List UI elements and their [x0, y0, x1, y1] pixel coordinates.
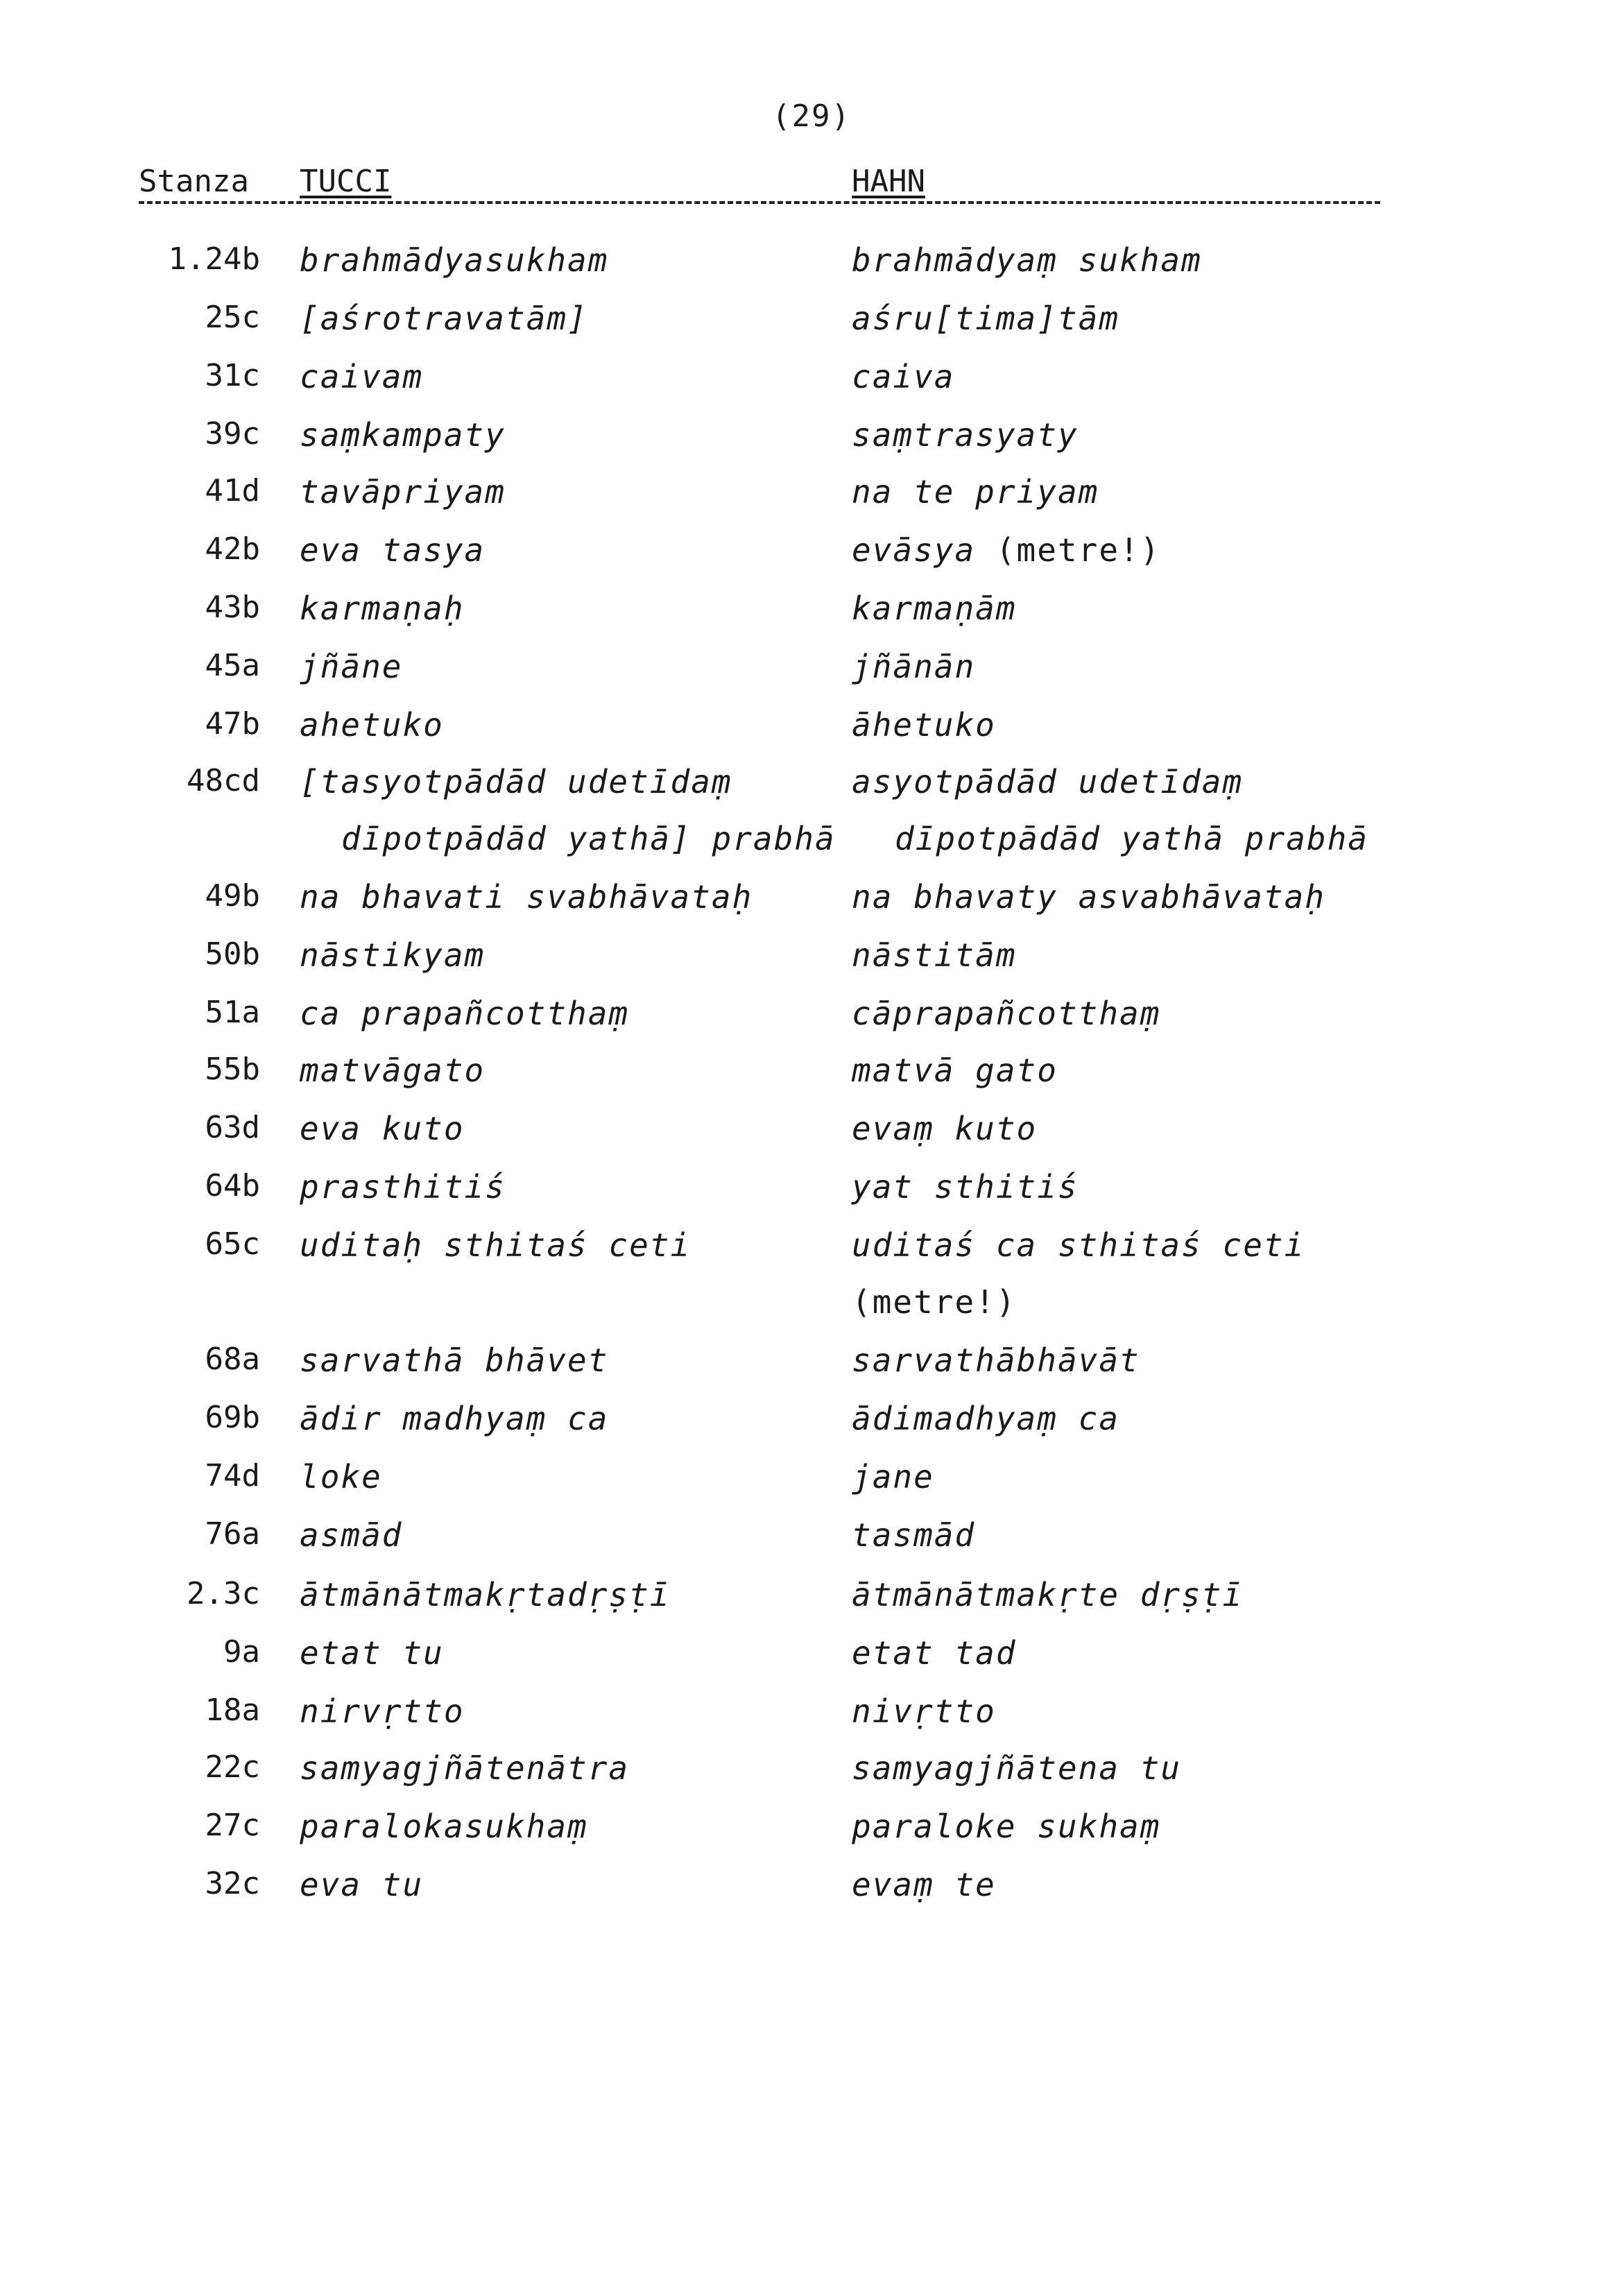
stanza-cell: 74d — [205, 1458, 260, 1493]
hahn-reading — [852, 1693, 996, 1730]
table-row — [0, 995, 1623, 1050]
table-row — [0, 1342, 1623, 1397]
stanza-cell: 32c — [205, 1866, 260, 1901]
stanza-cell: 65c — [205, 1226, 260, 1262]
table-row — [0, 1516, 1623, 1572]
hahn-reading — [852, 1576, 1243, 1613]
hahn-reading — [852, 1226, 1305, 1264]
hahn-reading — [852, 648, 975, 685]
table-row — [0, 531, 1623, 587]
tucci-reading: asmād — [300, 1516, 403, 1554]
tucci-reading: ādir madhyaṃ ca — [300, 1400, 609, 1437]
hahn-reading-text: dīpotpādād yathā prabhā — [895, 820, 1368, 857]
hahn-reading — [852, 706, 996, 744]
hahn-reading — [852, 878, 1325, 916]
stanza-cell: 69b — [205, 1400, 260, 1435]
hahn-reading — [852, 1400, 1119, 1437]
hahn-reading — [852, 1866, 996, 1903]
hahn-reading-text: ātmānātmakṛte dṛṣṭī — [852, 1576, 1244, 1613]
table-row — [0, 416, 1623, 472]
tucci-reading: nāstikyam — [300, 936, 486, 974]
tucci-reading: ahetuko — [300, 706, 444, 744]
table-row — [0, 1866, 1623, 1921]
hahn-reading — [852, 531, 1160, 569]
table-row — [0, 358, 1623, 413]
tucci-reading: dīpotpādād yathā] prabhā — [341, 820, 836, 857]
hahn-reading-text: sarvathābhāvāt — [852, 1342, 1140, 1379]
hahn-reading — [852, 763, 1243, 800]
tucci-reading: na bhavati svabhāvataḥ — [300, 878, 753, 916]
stanza-cell: 64b — [205, 1168, 260, 1203]
hahn-reading — [852, 1283, 1017, 1321]
hahn-reading-text: ādimadhyaṃ ca — [852, 1400, 1120, 1437]
hahn-reading-text: nāstitām — [852, 936, 1017, 974]
hahn-reading — [852, 995, 1160, 1032]
tucci-reading: [tasyotpādād udetīdaṃ — [300, 763, 732, 800]
stanza-cell: 41d — [205, 473, 260, 508]
tucci-reading: ātmānātmakṛtadṛṣṭī — [300, 1576, 671, 1613]
stanza-cell: 2.3c — [187, 1576, 260, 1611]
hahn-reading — [852, 1808, 1160, 1845]
table-row — [0, 1693, 1623, 1748]
stanza-cell: 39c — [205, 416, 260, 452]
hahn-reading-text: jane — [852, 1458, 934, 1496]
stanza-cell: 49b — [205, 878, 260, 914]
hahn-reading-text: matvā gato — [852, 1052, 1058, 1089]
stanza-cell: 51a — [205, 995, 260, 1030]
table-row — [0, 1110, 1623, 1165]
hahn-reading — [852, 300, 1119, 337]
hahn-reading-text: nivṛtto — [852, 1693, 996, 1730]
table-row — [0, 936, 1623, 992]
stanza-cell: 25c — [205, 300, 260, 335]
tucci-reading: eva kuto — [300, 1110, 465, 1147]
hahn-reading — [852, 473, 1099, 511]
hahn-reading — [852, 416, 1079, 454]
hahn-reading — [852, 1749, 1181, 1787]
stanza-cell: 43b — [205, 590, 260, 625]
hahn-reading-text: evāsya — [852, 531, 976, 569]
tucci-reading: karmaṇaḥ — [300, 590, 465, 627]
hahn-reading — [895, 820, 1368, 857]
hahn-reading-text: saṃtrasyaty — [852, 416, 1079, 454]
hahn-reading — [852, 590, 1017, 627]
hahn-reading-text: etat tad — [852, 1634, 1017, 1672]
table-row — [0, 1052, 1623, 1107]
stanza-cell: 68a — [205, 1342, 260, 1377]
stanza-cell: 18a — [205, 1693, 260, 1728]
hahn-reading — [852, 936, 1017, 974]
tucci-reading: prasthitiś — [300, 1168, 506, 1206]
table-row — [0, 1634, 1623, 1690]
tucci-reading: loke — [300, 1458, 382, 1496]
hahn-reading-text: na te priyam — [852, 473, 1099, 511]
stanza-cell: 45a — [205, 648, 260, 683]
tucci-reading: eva tasya — [300, 531, 486, 569]
stanza-cell: 50b — [205, 936, 260, 972]
hahn-reading-text: evaṃ te — [852, 1866, 996, 1903]
tucci-reading: brahmādyasukham — [300, 241, 609, 279]
hahn-reading-text: asyotpādād udetīdaṃ — [852, 763, 1244, 800]
hahn-reading — [852, 1110, 1037, 1147]
column-header-tucci: TUCCI — [300, 164, 392, 199]
metre-note: (metre!) — [852, 1283, 1017, 1321]
tucci-reading: caivam — [300, 358, 424, 395]
tucci-reading: saṃkampaty — [300, 416, 506, 454]
page-number: (29) — [772, 98, 851, 134]
table-row — [0, 1458, 1623, 1514]
hahn-reading — [852, 1168, 1079, 1206]
tucci-reading: uditaḥ sthitaś ceti — [300, 1226, 692, 1264]
table-row — [0, 241, 1623, 297]
stanza-cell: 42b — [205, 531, 260, 567]
hahn-reading — [852, 1516, 975, 1554]
hahn-reading-text: tasmād — [852, 1516, 976, 1554]
stanza-cell: 48cd — [187, 763, 260, 798]
stanza-cell: 27c — [205, 1808, 260, 1843]
table-row — [0, 590, 1623, 645]
table-row — [0, 648, 1623, 703]
tucci-reading: nirvṛtto — [300, 1693, 465, 1730]
table-row — [0, 706, 1623, 762]
hahn-reading — [852, 1458, 934, 1496]
header-dashed-rule — [139, 201, 1380, 204]
stanza-cell: 1.24b — [168, 241, 260, 277]
hahn-reading-text: brahmādyaṃ sukham — [852, 241, 1202, 279]
table-row — [0, 878, 1623, 934]
hahn-reading — [852, 1634, 1017, 1672]
tucci-reading: etat tu — [300, 1634, 444, 1672]
hahn-reading — [852, 1052, 1058, 1089]
stanza-cell: 22c — [205, 1749, 260, 1785]
stanza-cell: 63d — [205, 1110, 260, 1145]
tucci-reading: sarvathā bhāvet — [300, 1342, 609, 1379]
table-row — [0, 1283, 1623, 1339]
hahn-reading — [852, 358, 954, 395]
table-row — [0, 1168, 1623, 1224]
hahn-reading-text: āhetuko — [852, 706, 996, 744]
table-row — [0, 1749, 1623, 1805]
hahn-reading-text: jñānān — [852, 648, 976, 685]
stanza-cell: 9a — [223, 1634, 260, 1670]
hahn-reading-text: cāprapañcotthaṃ — [852, 995, 1161, 1032]
table-row — [0, 763, 1623, 819]
table-row — [0, 1576, 1623, 1631]
hahn-reading-text: karmaṇām — [852, 590, 1017, 627]
hahn-reading — [852, 241, 1202, 279]
table-row — [0, 473, 1623, 529]
tucci-reading: jñāne — [300, 648, 403, 685]
table-row — [0, 1400, 1623, 1455]
stanza-cell: 76a — [205, 1516, 260, 1552]
hahn-reading-text: evaṃ kuto — [852, 1110, 1038, 1147]
column-header-hahn: HAHN — [852, 164, 925, 199]
table-row — [0, 1226, 1623, 1282]
stanza-cell: 31c — [205, 358, 260, 393]
hahn-reading-text: caiva — [852, 358, 955, 395]
tucci-reading: ca prapañcotthaṃ — [300, 995, 630, 1032]
tucci-reading: samyagjñātenātra — [300, 1749, 630, 1787]
stanza-cell: 55b — [205, 1052, 260, 1087]
tucci-reading: [aśrotravatām] — [300, 300, 588, 337]
tucci-reading: matvāgato — [300, 1052, 486, 1089]
table-row — [0, 820, 1623, 875]
tucci-reading: paralokasukhaṃ — [300, 1808, 588, 1845]
hahn-reading-text: samyagjñātena tu — [852, 1749, 1182, 1787]
metre-note: (metre!) — [975, 531, 1161, 569]
hahn-reading-text: paraloke sukhaṃ — [852, 1808, 1161, 1845]
hahn-reading-text: uditaś ca sthitaś ceti — [852, 1226, 1305, 1264]
tucci-reading: tavāpriyam — [300, 473, 506, 511]
hahn-reading-text: na bhavaty asvabhāvataḥ — [852, 878, 1325, 916]
tucci-reading: eva tu — [300, 1866, 424, 1903]
hahn-reading-text: aśru[tima]tām — [852, 300, 1120, 337]
table-row — [0, 1808, 1623, 1863]
table-row — [0, 300, 1623, 355]
column-header-stanza: Stanza — [139, 164, 249, 199]
stanza-cell: 47b — [205, 706, 260, 742]
hahn-reading-text: yat sthitiś — [852, 1168, 1079, 1206]
hahn-reading — [852, 1342, 1140, 1379]
